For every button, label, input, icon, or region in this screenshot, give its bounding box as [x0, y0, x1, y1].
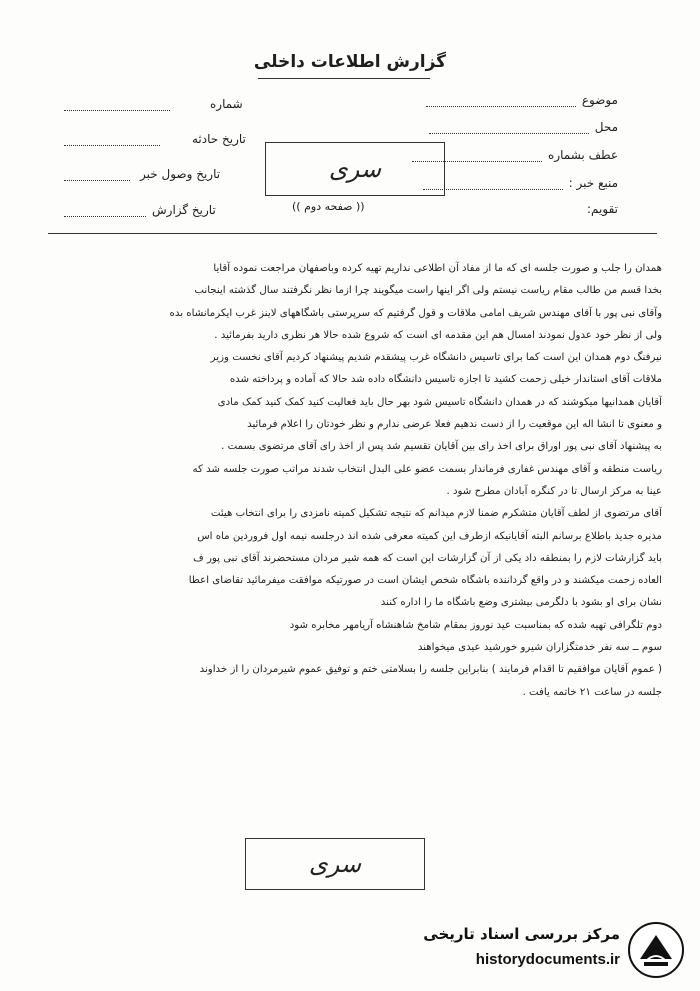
field-label: تاریخ وصول خبر [140, 167, 221, 181]
archive-watermark [423, 921, 686, 979]
field-blank [64, 134, 160, 146]
field-location [429, 120, 618, 134]
body-line: ولی از نظر خود عدول نمودند امسال هم این مقدمه ای است که شروع شده حالا هر نظری دارید بفرمائید . [214, 329, 662, 341]
field-blank [429, 122, 589, 134]
field-label: شماره [210, 97, 243, 111]
body-line: ( عموم آقایان موافقیم تا اقدام فرمایند ) بنابراین جلسه را بسلامتی ختم و توفیق عموم شیرمردان را از خداوند [199, 664, 662, 676]
field-label: محل [594, 120, 618, 134]
body-line: وآقای نبی پور با آقای مهندس شریف امامی ملاقات و قول گرفتیم که سرپرستی باشگاههای لاینز غرب ایکرمانشاه بده [169, 307, 662, 319]
field-received-date [64, 167, 220, 181]
body-line: سوم ــ سه نفر خدمتگزاران شیرو خورشید عیدی میخواهند [417, 642, 662, 654]
body-line: جلسه در ساعت ۲۱ خاتمه یافت . [522, 686, 662, 698]
stamp-text: سری [308, 850, 362, 878]
body-line: عینا به مرکز ارسال تا در کنگره آبادان مطرح شود . [446, 485, 662, 497]
body-line: باید گزارشات لازم را بمنطقه داد یکی از آن گزارشات این است که همه شیر مردان مستحضرند آقای نبی پور ف [193, 552, 662, 564]
body-line: آقایان همدانیها میکوشند که در همدان دانشگاه تاسیس شود بهر حال باید فعالیت کنید کمک کنید کمک مادی [217, 396, 662, 408]
field-source [423, 176, 618, 190]
body-line: العاده زحمت میکشند و در واقع گرداننده باشگاه شخص ایشان است در صورتیکه موافقت میفرمائید تقاضای اعطا [188, 575, 662, 587]
archive-url: historydocuments.ir [475, 951, 620, 968]
body-line: همدان را جلب و صورت جلسه ای که ما از مفاد آن اطلاعی نداریم تهیه کرده وباصفهان مراجعت نموده آقایا [213, 263, 662, 274]
stamp-text: سری [328, 155, 382, 183]
body-line: به پیشنهاد آقای نبی پور اوراق برای اخذ رای بین آقایان تقسیم شد پس از اخذ رای آقای مرتضوی بسمت . [221, 441, 662, 453]
field-label: منبع خبر : [568, 176, 618, 190]
classified-stamp-top [265, 142, 445, 196]
report-body [40, 258, 662, 704]
body-line: دوم تلگرافی تهیه شده که بمناسبت عید نوروز بمقام شامخ شاهنشاه آریامهر مخابره شود [289, 619, 662, 631]
field-label: موضوع [581, 93, 618, 107]
body-line: بخدا قسم من طالب مقام ریاست نیستم ولی اگر اینها راست میگویند چرا ازما نظر نگرفتند سال گذشته اینجانب [194, 285, 662, 297]
body-line: نیرفنگ دوم همدان این است کما برای تاسیس دانشگاه غرب پیشقدم شدیم پیشنهاد کردیم آقای نخست وزیر [210, 352, 662, 364]
body-line: ریاست منطقه و آقای مهندس غفاری فرماندار بسمت عضو علی البدل انتخاب شدند مراتب صورت جلسه شد که [192, 463, 662, 475]
body-line: نشان برای او بشود با دلگرمی بیشتری وضع باشگاه ما را اداره کنند [380, 597, 662, 609]
body-line: آقای مرتضوی از لطف آقایان متشکرم ضمنا لازم میدانم که نتیجه تشکیل کمیته نامزدی را برای انتخاب هیئت [210, 508, 662, 520]
page-number: (( صفحه دوم )) [292, 200, 365, 213]
archive-logo-icon [626, 921, 686, 979]
field-blank [64, 99, 170, 111]
field-subject [426, 93, 618, 107]
document-title: گزارش اطلاعات داخلی [253, 52, 447, 72]
archive-name: مرکز بررسی اسناد تاریخی [423, 925, 620, 943]
field-report-date [64, 203, 216, 217]
classified-stamp-bottom [245, 838, 425, 890]
field-blank [426, 95, 576, 107]
field-blank [64, 169, 130, 181]
field-incident-date [64, 132, 246, 146]
body-line: مدیره جدید باطلاع برسانم البته آقایانیکه ازطرف این کمیته معرفی شده اند درجلسه نیمه اول فروردین ماه اس [197, 530, 662, 542]
field-label: تاریخ گزارش [152, 203, 216, 217]
body-line: و معنوی تا انشا اله این موقعیت را از دست ندهیم فعلا عرضی ندارم و نظر خودتان را اعلام فرمائید [247, 419, 662, 431]
field-calendar [587, 202, 618, 216]
field-blank [64, 205, 146, 217]
header-divider [48, 233, 657, 234]
body-line: ملاقات آقای استاندار خیلی زحمت کشید تا اجازه تاسیس دانشگاه داده شد حالا که آماده و پرداخته شده [229, 374, 662, 386]
title-underline [258, 78, 430, 79]
field-label: تاریخ حادثه [192, 132, 246, 146]
field-label: تقویم: [587, 202, 618, 216]
field-number [64, 97, 243, 111]
field-label: عطف بشماره [548, 148, 618, 162]
